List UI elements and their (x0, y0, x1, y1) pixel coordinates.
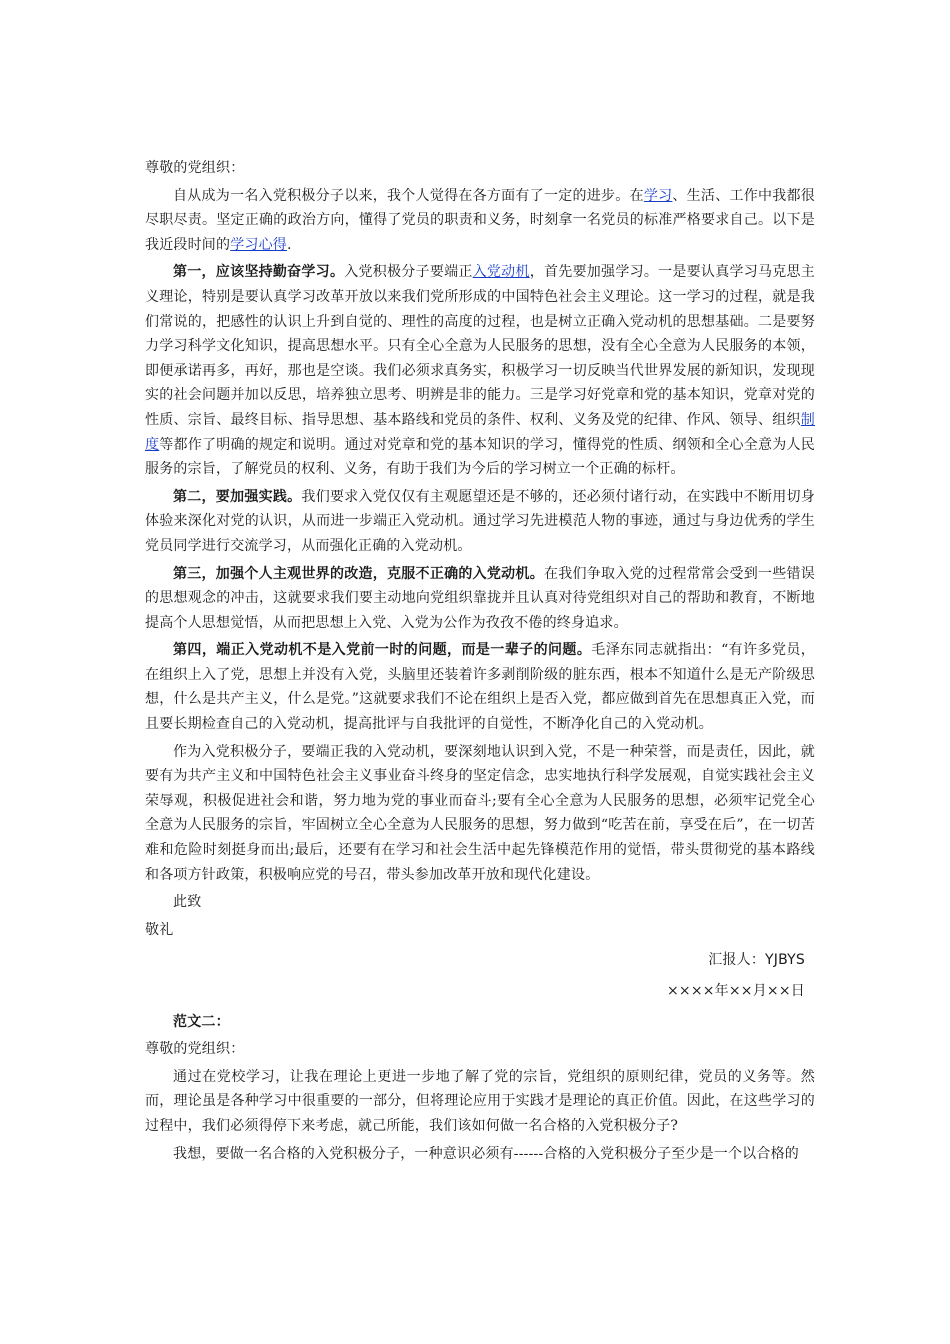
sample-two-heading: 范文二： (173, 1013, 230, 1030)
salutation: 尊敬的党组织： (145, 160, 245, 176)
paragraph-second: 第二，要加强实践。我们要求入党仅仅有主观愿望还是不够的，还必须付诸行动，在实践中不断用切身体验来深化对党的认识，从而进一步端正入党动机。通过学习先进模范人物的事迹，通过与身边优秀的学生党员同学进行交流学习，从而强化正确的入党动机。 (145, 488, 815, 554)
document-page (145, 156, 815, 1166)
paragraph-conclusion: 作为入党积极分子，要端正我的入党动机，要深刻地认识到入党，不是一种荣誉，而是责任，因此，就要有为共产主义和中国特色社会主义事业奋斗终身的坚定信念，忠实地执行科学发展观，自觉实践社会主义荣辱观，积极促进社会和谐，努力地为党的事业而奋斗;要有全心全意为人民服务的思想，必须牢记党全心全意为人民服务的宗旨，牢固树立全心全意为人民服务的思想，努力做到“吃苦在前，享受在后”，在一切苦难和危险时刻挺身而出;最后，还要有在学习和社会生活中起先锋模范作用的觉悟，带头贯彻党的基本路线和各项方针政策，积极响应党的号召，带头参加改革开放和现代化建设。 (145, 743, 815, 883)
paragraph-first-heading: 第一，应该坚持勤奋学习。 (173, 264, 345, 281)
paragraph-third: 第三，加强个人主观世界的改造，克服不正确的入党动机。在我们争取入党的过程常常会受到一些错误的思想观念的冲击，这就要求我们要主动地向党组织靠拢并且认真对待党组织对自己的帮助和教育，不断地提高个人思想觉悟，从而把思想上入党、入党为公作为孜孜不倦的终身追求。 (145, 565, 815, 631)
intro-paragraph: 自从成为一名入党积极分子以来，我个人觉得在各方面有了一定的进步。在学习、生活、工作中我都很尽职尽责。坚定正确的政治方向，懂得了党员的职责和义务，时刻拿一名党员的标准严格要求自己。以下是我近段时间的学习心得. (145, 187, 816, 253)
report-date: ××××年××月××日 (666, 983, 805, 999)
closing-ci-zhi: 此致 (173, 894, 202, 911)
sample-two-paragraph-2: 我想，要做一名合格的入党积极分子，一种意识必须有------合格的入党积极分子至少是一个以合格的 (173, 1145, 799, 1162)
signature: 汇报人：YJBYS (708, 952, 805, 969)
sample-two-paragraph-1: 通过在党校学习，让我在理论上更进一步地了解了党的宗旨，党组织的原则纪律，党员的义务等。然而，理论虽是各种学习中很重要的一部分，但将理论应用于实践才是理论的真正价值。因此，在这些学习的过程中，我们必须得停下来考虑，就己所能，我们该如何做一名合格的入党积极分子? (145, 1068, 815, 1134)
link-study[interactable]: 学习 (643, 187, 673, 204)
closing-jing-li: 敬礼 (145, 921, 174, 938)
paragraph-fourth-heading: 第四，端正入党动机不是入党前一时的问题，而是一辈子的问题。 (173, 642, 592, 659)
paragraph-third-heading: 第三，加强个人主观世界的改造，克服不正确的入党动机。 (173, 565, 544, 582)
salutation-two: 尊敬的党组织： (145, 1041, 245, 1058)
link-motivation[interactable]: 入党动机 (472, 264, 530, 281)
link-system[interactable]: 制度 (145, 411, 815, 453)
paragraph-fourth: 第四，端正入党动机不是入党前一时的问题，而是一辈子的问题。毛泽东同志就指出：“有许多党员，在组织上入了党，思想上并没有入党，头脑里还装着许多剥削阶级的脏东西，根本不知道什么是无产阶级思想，什么是共产主义，什么是党。”这就要求我们不论在组织上是否入党，都应做到首先在思想真正入党，而且要长期检查自己的入党动机，提高批评与自我批评的自觉性，不断净化自己的入党动机。 (145, 642, 815, 733)
paragraph-first: 第一，应该坚持勤奋学习。入党积极分子要端正入党动机，首先要加强学习。一是要认真学习马克思主义理论，特别是要认真学习改革开放以来我们党所形成的中国特色社会主义理论。这一学习的过程，就是我们常说的，把感性的认识上升到自觉的、理性的高度的过程，也是树立正确入党动机的思想基础。二是要努力学习科学文化知识，提高思想水平。只有全心全意为人民服务的思想，没有全心全意为人民服务的本领，即便承诺再多，再好，那也是空谈。我们必须求真务实，积极学习一切反映当代世界发展的新知识，发现现实的社会问题并加以反思，培养独立思考、明辨是非的能力。三是学习好党章和党的基本知识，党章对党的性质、宗旨、最终目标、指导思想、基本路线和党员的条件、权利、义务及党的纪律、作风、领导、组织制度等都作了明确的规定和说明。通过对党章和党的基本知识的学习，懂得党的性质、纲领和全心全意为人民服务的宗旨，了解党员的权利、义务，有助于我们为今后的学习树立一个正确的标杆。 (145, 264, 816, 478)
paragraph-second-heading: 第二，要加强实践。 (173, 488, 302, 505)
link-study-notes[interactable]: 学习心得 (230, 236, 288, 253)
